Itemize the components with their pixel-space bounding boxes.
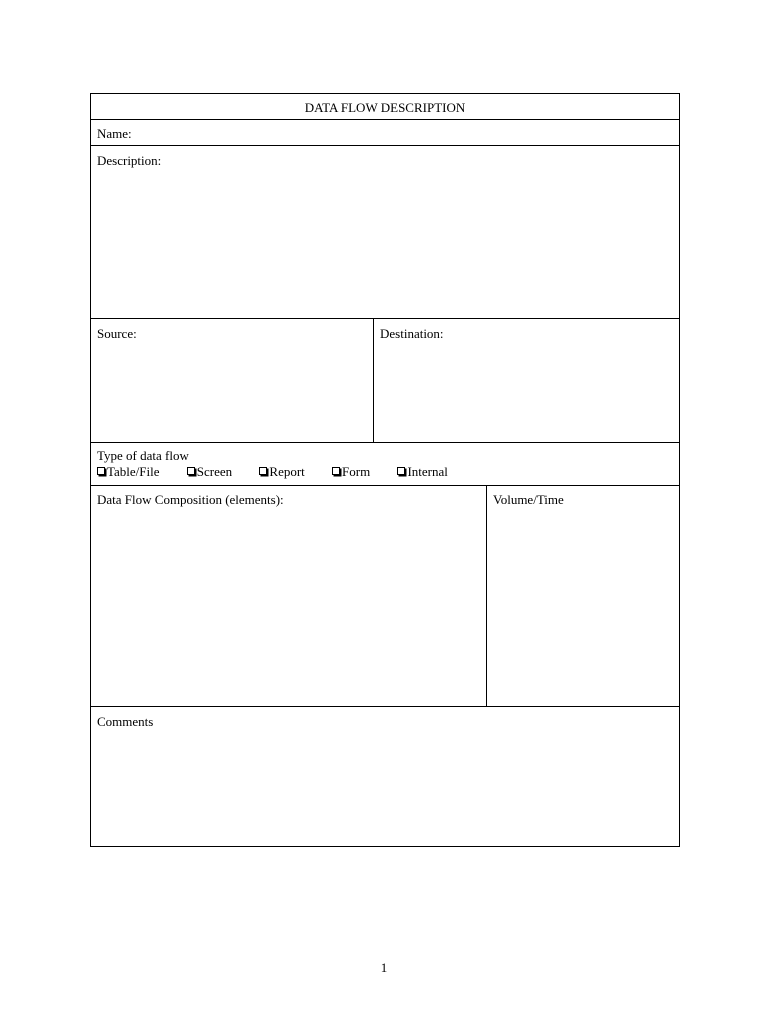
- composition-label: Data Flow Composition (elements):: [97, 492, 284, 507]
- name-row: [91, 120, 679, 146]
- comments-label: Comments: [97, 714, 154, 729]
- destination-label: Destination:: [380, 326, 444, 341]
- option-table-file[interactable]: Table/File: [97, 464, 160, 480]
- destination-cell: [374, 319, 679, 442]
- type-label: Type of data flow: [97, 448, 189, 463]
- checkbox-icon[interactable]: [332, 467, 340, 475]
- option-report[interactable]: Report: [259, 464, 304, 480]
- checkbox-icon[interactable]: [259, 467, 267, 475]
- comments-row: [91, 707, 679, 847]
- checkbox-icon[interactable]: [97, 467, 105, 475]
- volume-label: Volume/Time: [493, 492, 564, 507]
- source-destination-row: [91, 319, 679, 443]
- type-options: [97, 464, 472, 480]
- title-row: [91, 94, 679, 120]
- page-number: 1: [380, 960, 388, 975]
- description-row: [91, 146, 679, 319]
- type-row: [91, 443, 679, 486]
- form-title: DATA FLOW DESCRIPTION: [304, 100, 466, 115]
- option-form[interactable]: Form: [332, 464, 370, 480]
- option-screen[interactable]: Screen: [187, 464, 232, 480]
- volume-cell: [487, 486, 679, 706]
- composition-row: [91, 486, 679, 707]
- description-label: Description:: [97, 153, 162, 168]
- data-flow-form: [90, 93, 680, 847]
- source-label: Source:: [97, 326, 137, 341]
- composition-cell: [91, 486, 487, 706]
- option-internal[interactable]: Internal: [397, 464, 447, 480]
- name-label: Name:: [97, 126, 132, 141]
- checkbox-icon[interactable]: [397, 467, 405, 475]
- source-cell: [91, 319, 374, 442]
- checkbox-icon[interactable]: [187, 467, 195, 475]
